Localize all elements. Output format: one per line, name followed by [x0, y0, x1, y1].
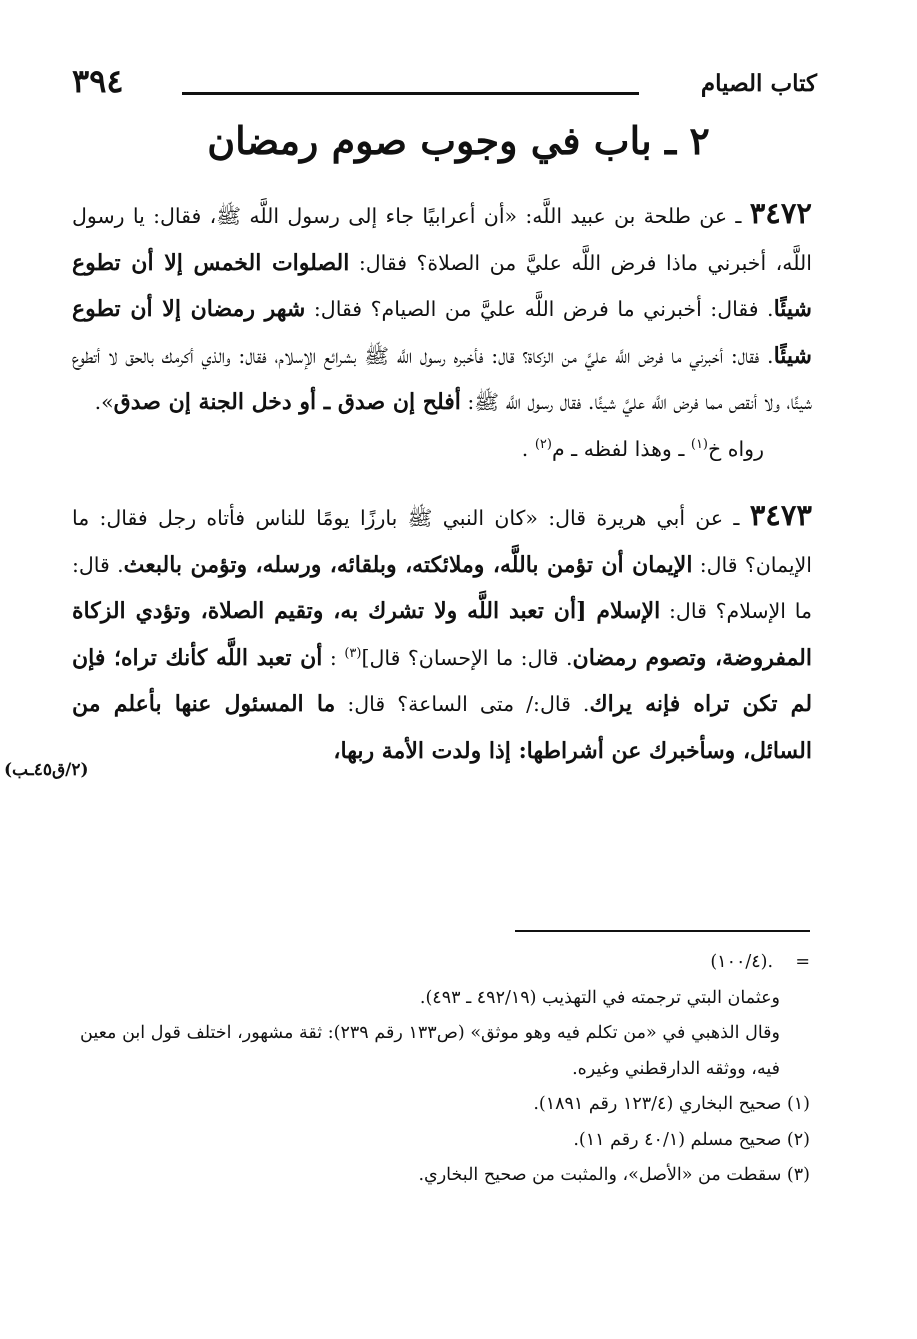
prophetic-saying: الإسلام [أن تعبد اللَّه ولا تشرك به، وتقيم الصلاة، وتؤدي الزكاة المفروضة، وتصوم رمضان: [72, 598, 812, 671]
footnote-paragraph: وقال الذهبي في «من تكلم فيه وهو موثق» (ص١٣٣ رقم ٢٣٩): ثقة مشهور، اختلف قول ابن معين فيه، ووثقه الدارقطني وغيره.: [80, 1023, 780, 1079]
manuscript-margin-note: (٢/ق٤٥ـب): [4, 760, 89, 780]
continuation-text: .(١٠٠/٤): [710, 952, 774, 972]
hadith-number: ٣٤٧٢: [749, 196, 812, 230]
hadith-text: . قال: ما الإسلام؟ قال:: [72, 552, 812, 623]
prophetic-saying: الصلوات الخمس إلا أن تطوع شيئًا: [72, 249, 812, 322]
prophetic-saying: ما المسئول عنها بأعلم من السائل، وسأخبرك عن أشراطها: إذا ولدت الأمة ربها،: [72, 691, 812, 764]
page-number: ٣٩٤: [72, 62, 124, 100]
footnote-ref: (١): [690, 436, 708, 452]
hadith-text: . فقال: أخبرني ما فرض اللَّه عليَّ من الصيام؟ فقال:: [305, 297, 774, 321]
prophetic-saying: أن تعبد اللَّه كأنك تراه؛ فإن لم تكن تراه فإنه يراك: [72, 644, 813, 717]
prophetic-saying: أفلح إن صدق ـ أو دخل الجنة إن صدق: [113, 389, 461, 415]
main-text: [72, 190, 812, 774]
footnote-continuation: [80, 945, 810, 981]
footnote-paragraph: وعثمان البتي ترجمته في التهذيب (٤٩٢/١٩ ـ ٤٩٣).: [419, 987, 780, 1008]
chapter-title: ٢ ـ باب في وجوب صوم رمضان: [207, 118, 710, 163]
running-title: كتاب الصيام: [700, 70, 817, 97]
hadith-text: ـ عن طلحة بن عبيد اللَّه: «أن أعرابيًا جاء إلى رسول اللَّه ﷺ، فقال: يا رسول اللَّه، أخبرني ماذا فرض اللَّه عليَّ من الصلاة؟ فقال:: [72, 204, 812, 275]
footnote-1: (١) صحيح البخاري (١٢٣/٤ رقم ١٨٩١).: [533, 1094, 810, 1114]
prophetic-saying: الإيمان أن تؤمن باللَّه، وملائكته، وبلقائه، ورسله، وتؤمن بالبعث: [123, 551, 693, 578]
footnote-3: (٣) سقطت من «الأصل»، والمثبت من صحيح البخاري.: [418, 1165, 810, 1185]
hadith-text: . قال: ما الإحسان؟ قال]: [361, 645, 573, 670]
continuation-mark: =: [795, 952, 810, 972]
hadith-text: . فقال: أخبرني ما فرض اللَّه عليَّ من الزكاة؟ قال: فأخبره رسول اللَّه ﷺ بشرائع الإسلام، فقال: والذي أكرمك بالحق لا أتطوع شيئًا، ولا أنقص مما فرض اللَّه عليَّ شيئًا. فقال رسول اللَّه ﷺ:: [72, 343, 812, 414]
hadith-text: ـ عن أبي هريرة قال: «كان النبي ﷺ بارزًا يومًا للناس فأتاه رجل فقال: ما الإيمان؟ قال:: [72, 506, 812, 577]
hadith-source: [72, 426, 764, 473]
footnote-2: (٢) صحيح مسلم (٤٠/١ رقم ١١).: [573, 1129, 810, 1150]
prophetic-saying: شهر رمضان إلا أن تطوع شيئًا: [72, 296, 812, 369]
hadith-text: ».: [94, 390, 114, 414]
hadith-3472: [72, 190, 812, 426]
footnote-ref: (٣): [344, 645, 362, 661]
hadith-number: ٣٤٧٣: [749, 498, 812, 532]
hadith-text: :: [322, 645, 345, 670]
footnotes: [80, 945, 810, 1194]
page-header: [72, 62, 817, 102]
footnote-rule: [515, 930, 810, 932]
source-text: .: [521, 436, 535, 461]
source-text: ـ وهذا لفظه ـ م: [551, 436, 691, 461]
source-text: رواه خ: [708, 436, 764, 461]
spacer: [72, 472, 812, 492]
hadith-3473: [72, 492, 812, 774]
hadith-text: . قال:/ متى الساعة؟ قال:: [335, 692, 590, 716]
footnote-ref: (٢): [534, 436, 552, 452]
header-rule: [182, 92, 639, 95]
